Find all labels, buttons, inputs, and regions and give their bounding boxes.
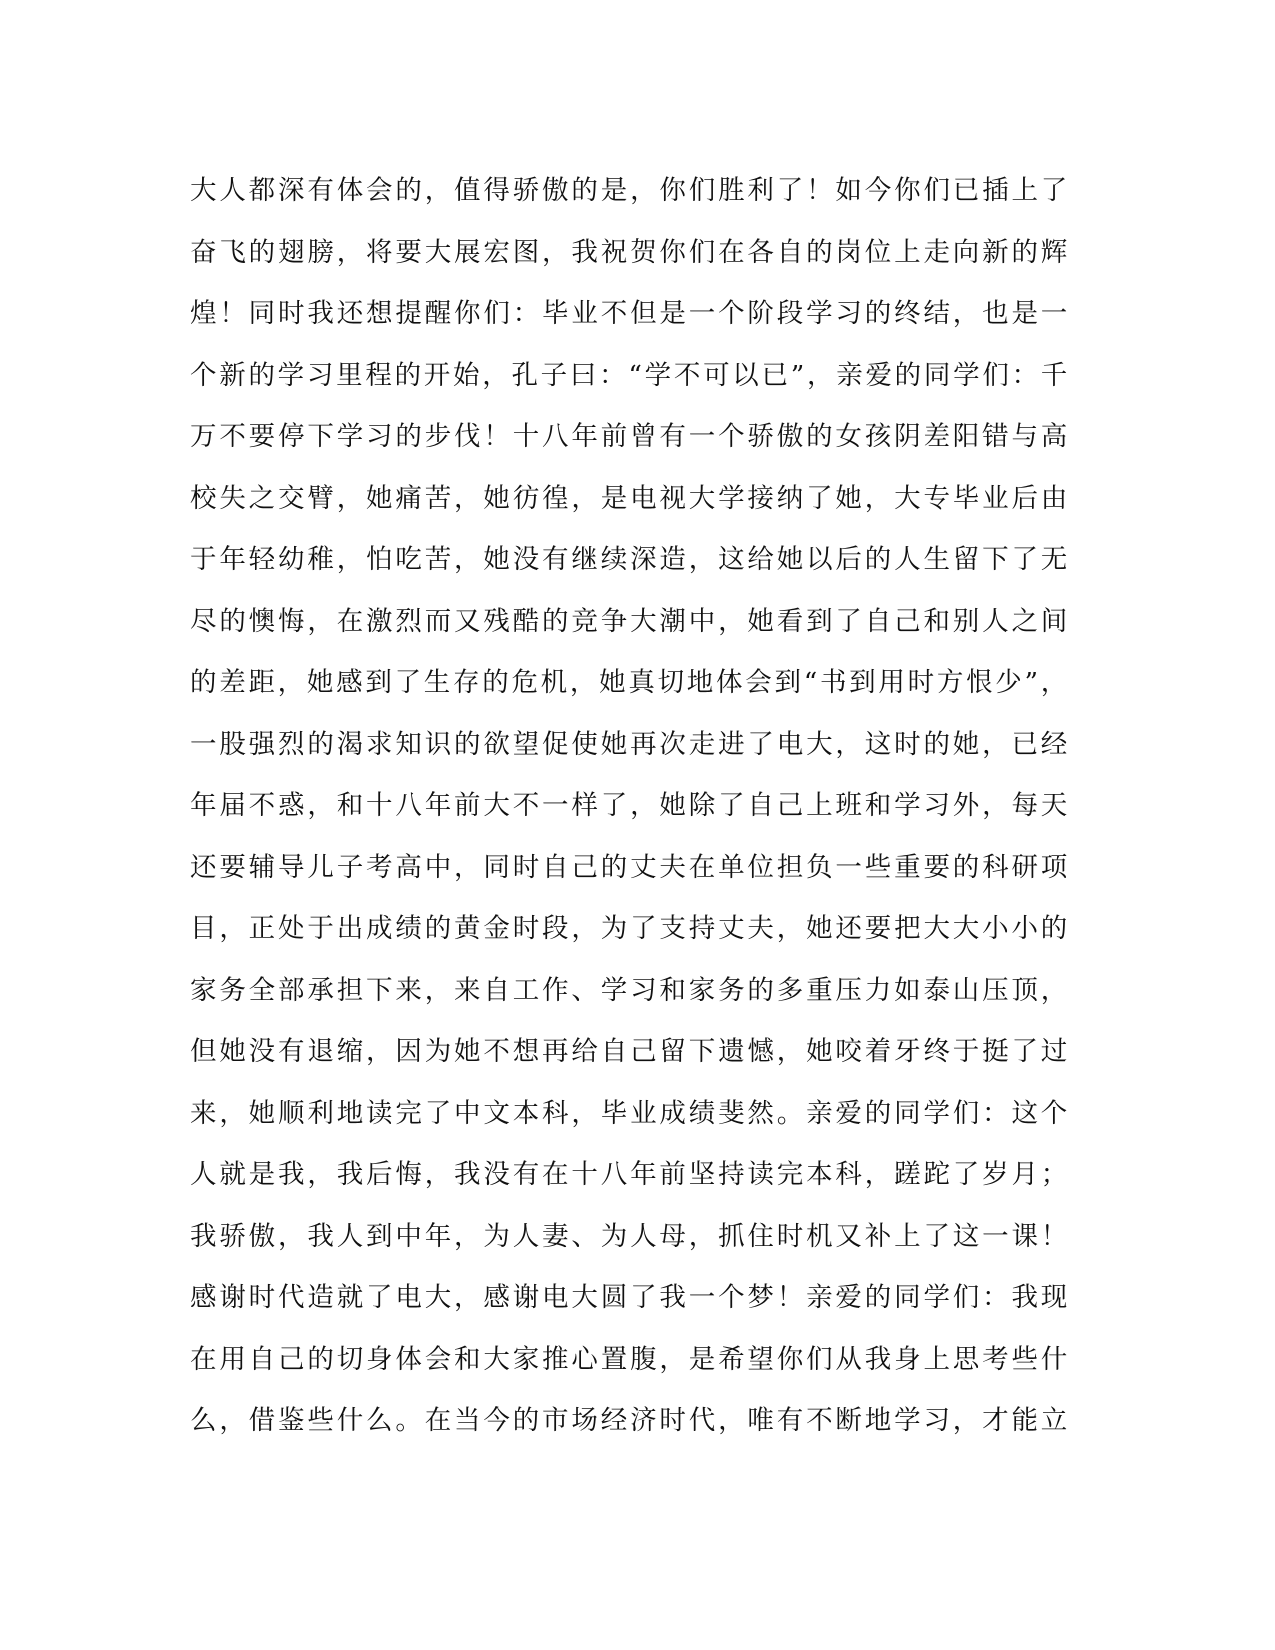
text-line: 但她没有退缩，因为她不想再给自己留下遗憾，她咬着牙终于挺了过 xyxy=(190,1036,1070,1067)
text-line: 我骄傲，我人到中年，为人妻、为人母，抓住时机又补上了这一课！ xyxy=(190,1220,1070,1252)
text-line: 的差距，她感到了生存的危机，她真切地体会到“书到用时方恨少”， xyxy=(190,667,1070,698)
text-line: 万不要停下学习的步伐！十八年前曾有一个骄傲的女孩阴差阳错与高 xyxy=(190,421,1070,452)
text-line: 一股强烈的渴求知识的欲望促使她再次走进了电大，这时的她，已经 xyxy=(190,728,1070,760)
text-line: 感谢时代造就了电大，感谢电大圆了我一个梦！亲爱的同学们：我现 xyxy=(190,1282,1070,1313)
text-line: 煌！同时我还想提醒你们：毕业不但是一个阶段学习的终结，也是一 xyxy=(190,298,1070,329)
text-line: 家务全部承担下来，来自工作、学习和家务的多重压力如泰山压顶， xyxy=(190,974,1070,1006)
text-line: 于年轻幼稚，怕吃苦，她没有继续深造，这给她以后的人生留下了无 xyxy=(190,544,1070,575)
text-line: 来，她顺利地读完了中文本科，毕业成绩斐然。亲爱的同学们：这个 xyxy=(190,1097,1070,1129)
text-line: 在用自己的切身体会和大家推心置腹，是希望你们从我身上思考些什 xyxy=(190,1343,1070,1375)
text-line: 奋飞的翅膀，将要大展宏图，我祝贺你们在各自的岗位上走向新的辉 xyxy=(190,236,1070,268)
text-line: 校失之交臂，她痛苦，她彷徨，是电视大学接纳了她，大专毕业后由 xyxy=(190,482,1070,514)
body-text xyxy=(190,160,1070,1452)
text-line: 大人都深有体会的，值得骄傲的是，你们胜利了！如今你们已插上了 xyxy=(190,175,1070,206)
text-line: 人就是我，我后悔，我没有在十八年前坚持读完本科，蹉跎了岁月； xyxy=(190,1159,1070,1190)
text-line: 么，借鉴些什么。在当今的市场经济时代，唯有不断地学习，才能立 xyxy=(190,1405,1070,1436)
text-line: 目，正处于出成绩的黄金时段，为了支持丈夫，她还要把大大小小的 xyxy=(190,913,1070,944)
text-line: 尽的懊悔，在激烈而又残酷的竞争大潮中，她看到了自己和别人之间 xyxy=(190,605,1070,637)
text-line: 还要辅导儿子考高中，同时自己的丈夫在单位担负一些重要的科研项 xyxy=(190,851,1070,883)
text-line: 个新的学习里程的开始，孔子曰：“学不可以已”，亲爱的同学们：千 xyxy=(190,359,1070,391)
text-line: 年届不惑，和十八年前大不一样了，她除了自己上班和学习外，每天 xyxy=(190,790,1070,821)
